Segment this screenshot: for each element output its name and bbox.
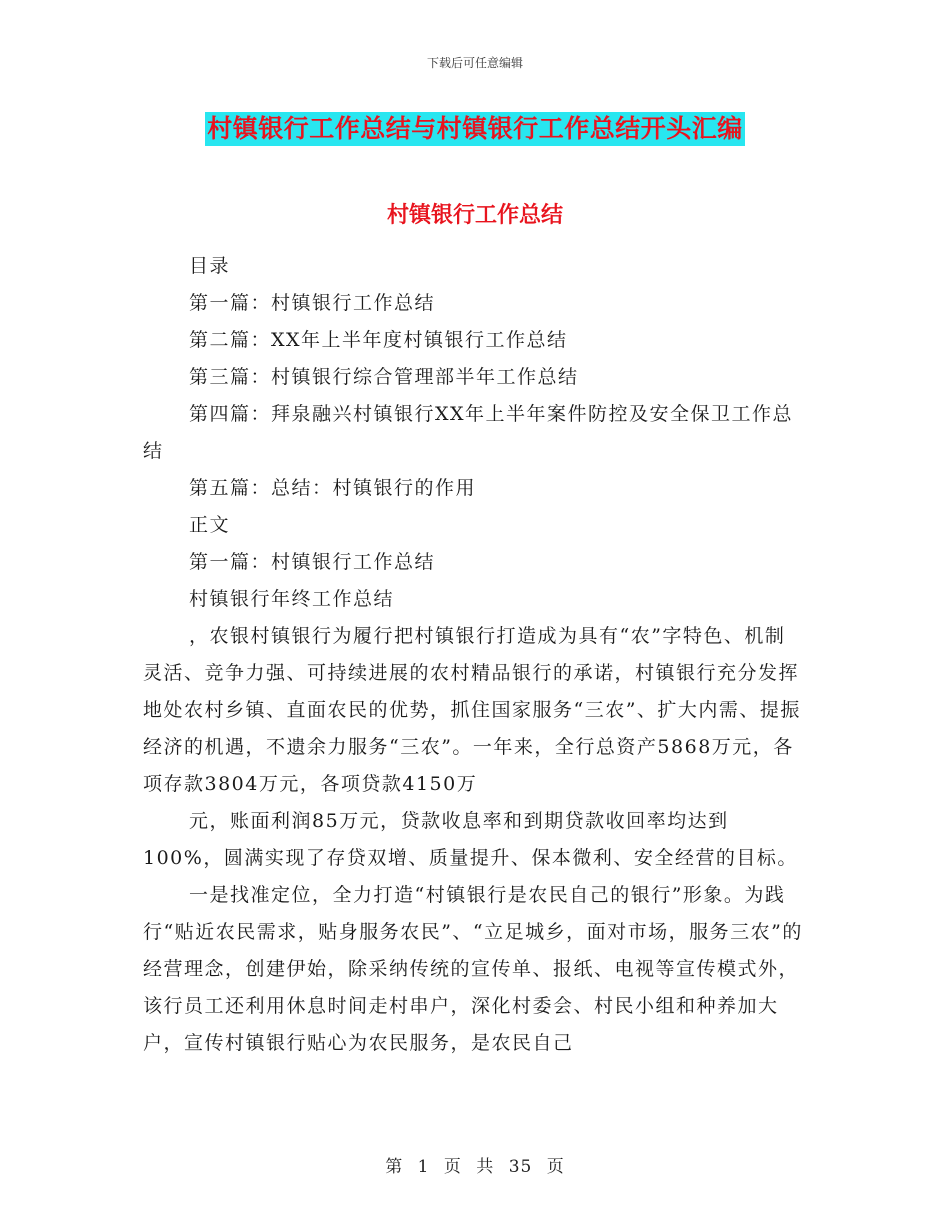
document-content	[143, 248, 805, 1062]
body-label: 正文	[189, 514, 231, 536]
toc-item: 第五篇：总结：村镇银行的作用	[189, 477, 477, 499]
article-title: 村镇银行年终工作总结	[189, 588, 395, 610]
toc-item: 第二篇：XX年上半年度村镇银行工作总结	[189, 329, 568, 351]
footer-total-label: 共	[476, 1157, 495, 1177]
body-paragraph: 一是找准定位，全力打造“村镇银行是农民自己的银行”形象。为践行“贴近农民需求，贴身服务农民”、“立足城乡，面对市场，服务三农”的经营理念，创建伊始，除采纳传统的宣传单、报纸、电视等宣传模式外，该行员工还利用休息时间走村串户，深化村委会、村民小组和种养加大户，宣传村镇银行贴心为农民服务，是农民自己	[143, 884, 803, 1054]
footer-total-pages: 35	[508, 1157, 533, 1177]
toc-item: 第四篇：拜泉融兴村镇银行XX年上半年案件防控及安全保卫工作总结	[143, 403, 794, 462]
toc-item: 第三篇：村镇银行综合管理部半年工作总结	[189, 366, 579, 388]
main-title	[0, 112, 950, 146]
footer-page-unit: 页	[443, 1157, 462, 1177]
main-title-text: 村镇银行工作总结与村镇银行工作总结开头汇编	[205, 112, 745, 146]
header-note: 下载后可任意编辑	[426, 56, 523, 70]
sub-title: 村镇银行工作总结	[386, 202, 563, 228]
section-heading: 第一篇：村镇银行工作总结	[189, 551, 436, 573]
footer-total-unit: 页	[546, 1157, 565, 1177]
body-paragraph: ，农银村镇银行为履行把村镇银行打造成为具有“农”字特色、机制灵活、竞争力强、可持续进展的农村精品银行的承诺，村镇银行充分发挥地处农村乡镇、直面农民的优势，抓住国家服务“三农”、扩大内需、提振经济的机遇，不遗余力服务“三农”。一年来，全行总资产5868万元，各项存款3804万元，各项贷款4150万	[143, 625, 801, 795]
toc-item: 第一篇：村镇银行工作总结	[189, 292, 436, 314]
body-paragraph: 元，账面利润85万元，贷款收息率和到期贷款收回率均达到100%，圆满实现了存贷双增、质量提升、保本微利、安全经营的目标。	[143, 810, 798, 869]
footer-page-number: 1	[417, 1157, 430, 1177]
page-footer	[0, 1152, 950, 1177]
toc-label: 目录	[189, 255, 231, 277]
footer-page-label: 第	[385, 1157, 404, 1177]
